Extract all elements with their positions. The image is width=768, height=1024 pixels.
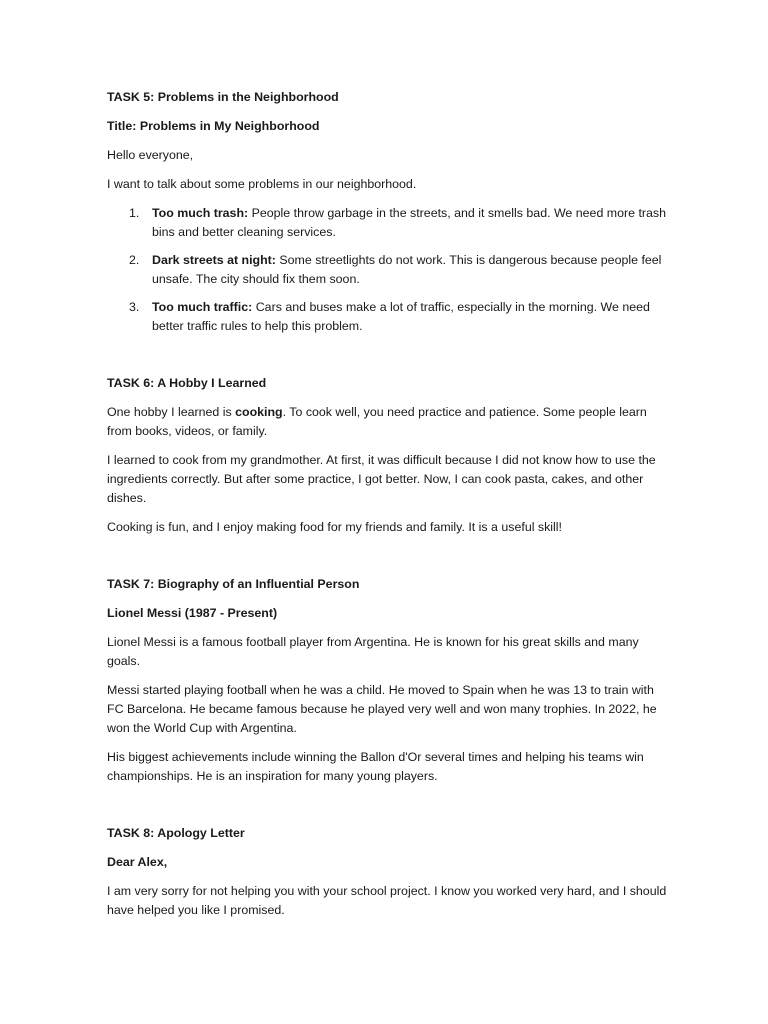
task6-paragraph-2: I learned to cook from my grandmother. At first, it was difficult because I did not know how to use the ingredients correctly. But after some practice, I got better. Now, I can cook pasta, cakes, and other dishes. xyxy=(107,453,656,505)
task6-paragraph-3: Cooking is fun, and I enjoy making food for my friends and family. It is a useful skill! xyxy=(107,520,562,534)
section-spacer xyxy=(107,346,667,374)
task5-greeting: Hello everyone, xyxy=(107,148,194,162)
list-item xyxy=(107,204,667,242)
task7-paragraph-2: Messi started playing football when he was a child. He moved to Spain when he was 13 to train with FC Barcelona. He became famous because he played very well and won many trophies. In 2022, he won the World Cup with Argentina. xyxy=(107,683,657,735)
section-spacer xyxy=(107,547,667,575)
task7-paragraph-1: Lionel Messi is a famous football player from Argentina. He is known for his great skills and many goals. xyxy=(107,635,639,668)
task6-p1-end: . To cook well, you need practice and patience. Some people learn from books, videos, or family. xyxy=(107,405,647,438)
list-item-number: 3. xyxy=(129,300,140,314)
task5-heading: TASK 5: Problems in the Neighborhood xyxy=(107,90,339,104)
task8-salutation: Dear Alex, xyxy=(107,855,168,869)
list-item-label: Too much trash: xyxy=(152,206,249,220)
task6-p1-start: One hobby I learned is xyxy=(107,405,236,419)
task5-intro: I want to talk about some problems in our neighborhood. xyxy=(107,177,417,191)
list-item-number: 1. xyxy=(129,206,140,220)
task7-heading: TASK 7: Biography of an Influential Person xyxy=(107,577,360,591)
list-item-text: Some streetlights do not work. This is dangerous because people feel unsafe. The city should fix them soon. xyxy=(152,253,662,286)
task6-heading: TASK 6: A Hobby I Learned xyxy=(107,376,267,390)
problem-list xyxy=(107,204,667,336)
list-item-label: Dark streets at night: xyxy=(152,253,276,267)
list-item xyxy=(107,298,667,336)
task5-title: Title: Problems in My Neighborhood xyxy=(107,119,320,133)
list-item-text: Cars and buses make a lot of traffic, especially in the morning. We need better traffic rules to help this problem. xyxy=(152,300,650,333)
document-page xyxy=(107,88,667,930)
task7-subheading: Lionel Messi (1987 - Present) xyxy=(107,606,278,620)
list-item-label: Too much traffic: xyxy=(152,300,253,314)
list-item-text: People throw garbage in the streets, and it smells bad. We need more trash bins and better cleaning services. xyxy=(152,206,666,239)
task6-paragraph-1 xyxy=(107,403,667,441)
task8-heading: TASK 8: Apology Letter xyxy=(107,826,245,840)
task6-p1-bold: cooking xyxy=(235,405,283,419)
list-item xyxy=(107,251,667,289)
task8-paragraph-1: I am very sorry for not helping you with your school project. I know you worked very hard, and I should have helped you like I promised. xyxy=(107,884,667,917)
list-item-number: 2. xyxy=(129,253,140,267)
section-spacer xyxy=(107,796,667,824)
task7-paragraph-3: His biggest achievements include winning the Ballon d'Or several times and helping his teams win championships. He is an inspiration for many young players. xyxy=(107,750,644,783)
